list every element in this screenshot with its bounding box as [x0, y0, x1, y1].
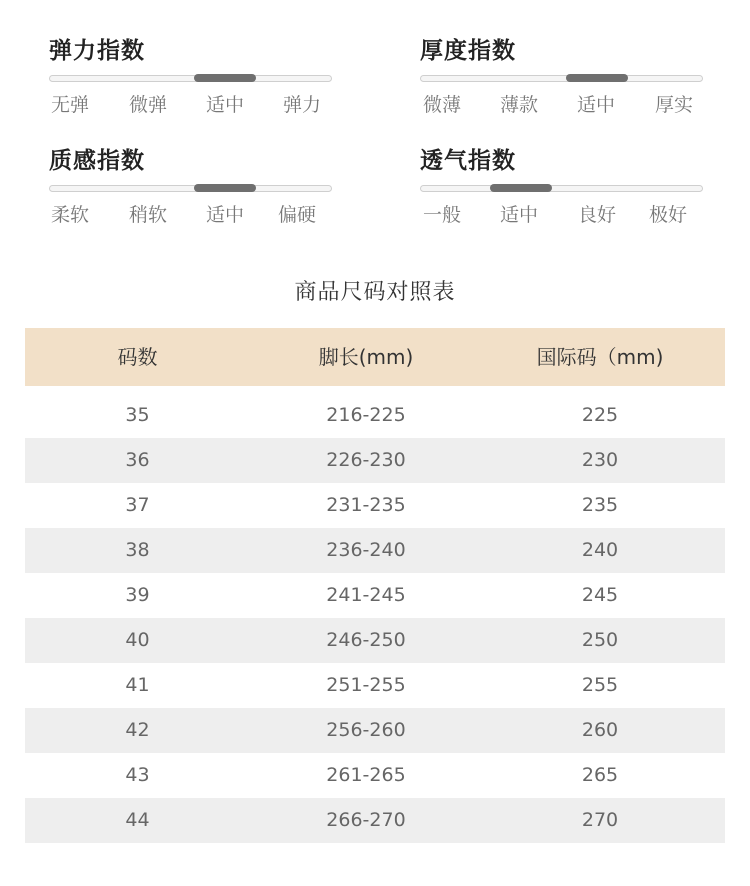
- table-cell: 261-265: [326, 764, 406, 786]
- index-track: [420, 185, 703, 192]
- index-labels: [420, 200, 705, 230]
- index-label: 厚实: [655, 94, 694, 116]
- table-cell: 266-270: [326, 809, 406, 831]
- table-cell: 235: [581, 494, 619, 516]
- index-indicator: [194, 184, 256, 192]
- index-label: 偏硬: [278, 204, 317, 226]
- table-row: [25, 618, 725, 663]
- table-cell: 250: [581, 629, 619, 651]
- index-labels: [49, 90, 334, 120]
- index-track: [49, 185, 332, 192]
- index-label: 适中: [577, 94, 616, 116]
- table-cell: 241-245: [326, 584, 406, 606]
- index-label: 微弹: [129, 94, 168, 116]
- index-indicator: [566, 74, 628, 82]
- table-cell: 42: [125, 719, 150, 741]
- table-cell: 216-225: [326, 404, 406, 426]
- index-label: 柔软: [51, 204, 90, 226]
- index-label: 稍软: [129, 204, 168, 226]
- table-cell: 231-235: [326, 494, 406, 516]
- index-label: 薄款: [500, 94, 539, 116]
- table-row: [25, 708, 725, 753]
- table-row: [25, 483, 725, 528]
- table-cell: 245: [581, 584, 619, 606]
- table-cell: 236-240: [326, 539, 406, 561]
- table-cell: 225: [581, 404, 619, 426]
- index-indicator: [490, 184, 552, 192]
- size-chart-table: [25, 328, 725, 843]
- column-header-intl-size: 国际码（mm): [536, 345, 664, 369]
- table-row: [25, 528, 725, 573]
- table-row: [25, 573, 725, 618]
- index-label: 极好: [649, 204, 688, 226]
- table-cell: 43: [125, 764, 150, 786]
- table-row: [25, 798, 725, 843]
- index-labels: [49, 200, 334, 230]
- table-row: [25, 438, 725, 483]
- indices-section: [0, 0, 750, 240]
- index-title: 质感指数: [49, 148, 145, 174]
- table-row: [25, 663, 725, 708]
- size-chart-title: 商品尺码对照表: [294, 280, 456, 305]
- table-cell: 37: [125, 494, 150, 516]
- table-cell: 39: [125, 584, 150, 606]
- table-cell: 251-255: [326, 674, 406, 696]
- table-cell: 38: [125, 539, 150, 561]
- index-labels: [420, 90, 705, 120]
- column-header-foot-length: 脚长(mm): [318, 345, 414, 369]
- table-cell: 44: [125, 809, 150, 831]
- table-cell: 246-250: [326, 629, 406, 651]
- index-track: [420, 75, 703, 82]
- table-cell: 240: [581, 539, 619, 561]
- column-header-size: 码数: [117, 345, 158, 369]
- table-cell: 36: [125, 449, 150, 471]
- table-cell: 255: [581, 674, 619, 696]
- table-cell: 40: [125, 629, 150, 651]
- table-body: [25, 386, 725, 843]
- index-indicator: [194, 74, 256, 82]
- index-label: 一般: [423, 204, 462, 226]
- table-cell: 265: [581, 764, 619, 786]
- index-label: 弹力: [283, 94, 322, 116]
- table-row: [25, 753, 725, 798]
- table-cell: 41: [125, 674, 150, 696]
- index-label: 无弹: [51, 94, 90, 116]
- index-label: 适中: [206, 204, 245, 226]
- table-cell: 230: [581, 449, 619, 471]
- index-title: 弹力指数: [49, 38, 145, 64]
- index-label: 良好: [578, 204, 617, 226]
- index-label: 微薄: [423, 94, 462, 116]
- table-row: [25, 393, 725, 438]
- index-track: [49, 75, 332, 82]
- index-label: 适中: [206, 94, 245, 116]
- table-cell: 270: [581, 809, 619, 831]
- index-title: 透气指数: [420, 148, 516, 174]
- table-cell: 226-230: [326, 449, 406, 471]
- index-title: 厚度指数: [420, 38, 516, 64]
- table-cell: 256-260: [326, 719, 406, 741]
- index-label: 适中: [500, 204, 539, 226]
- table-header: [25, 328, 725, 386]
- table-cell: 260: [581, 719, 619, 741]
- table-cell: 35: [125, 404, 150, 426]
